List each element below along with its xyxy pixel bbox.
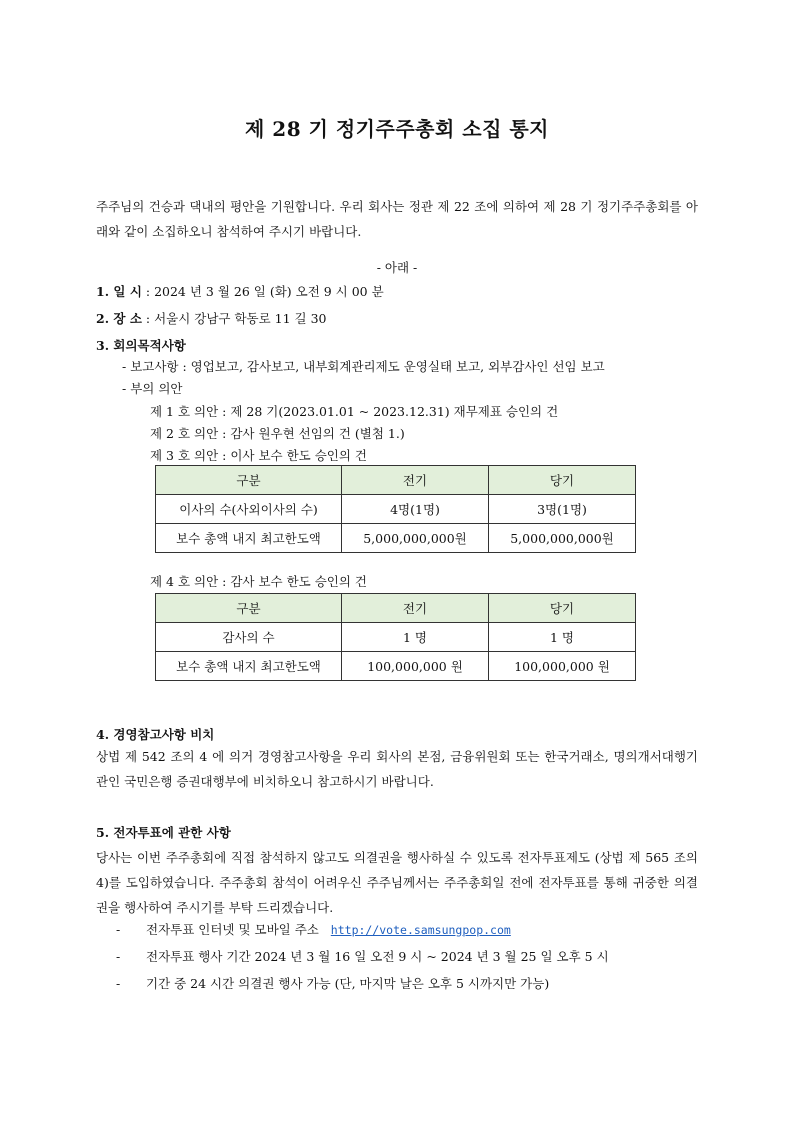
table-cell: 4명(1명) bbox=[342, 495, 489, 524]
evote-item-text: 전자투표 행사 기간 2024 년 3 월 16 일 오전 9 시 ~ 2024 년 3 월 25 일 오후 5 시 bbox=[146, 949, 609, 964]
section-1-value: 2024 년 3 월 26 일 (화) 오전 9 시 00 분 bbox=[154, 284, 384, 299]
section-4-label: 4. 경영참고사항 비치 bbox=[96, 727, 215, 742]
table-cell: 이사의 수(사외이사의 수) bbox=[156, 495, 342, 524]
evote-item-text: 기간 중 24 시간 의결권 행사 가능 (단, 마지막 날은 오후 5 시까지만 가능) bbox=[146, 976, 550, 991]
below-marker: - 아래 - bbox=[376, 260, 418, 275]
table-cell: 5,000,000,000원 bbox=[489, 524, 636, 553]
section-3-label: 3. 회의목적사항 bbox=[96, 338, 186, 353]
evote-item-text: 전자투표 인터넷 및 모바일 주소 bbox=[146, 922, 319, 937]
table-header-row bbox=[156, 466, 636, 495]
table-header-cell: 당기 bbox=[489, 466, 636, 495]
agenda-2: 제 2 호 의안 : 감사 원우현 선임의 건 (별첨 1.) bbox=[150, 426, 405, 441]
table-row bbox=[156, 652, 636, 681]
table-cell: 5,000,000,000원 bbox=[342, 524, 489, 553]
section-1-label: 1. 일 시 bbox=[96, 284, 142, 299]
table-row bbox=[156, 623, 636, 652]
auditor-pay-table bbox=[155, 593, 636, 681]
dash-bullet: - bbox=[116, 922, 121, 937]
evote-item-hours bbox=[116, 974, 549, 992]
intro-paragraph: 주주님의 건승과 댁내의 평안을 기원합니다. 우리 회사는 정관 제 22 조에 의하여 제 28 기 정기주주총회를 아래와 같이 소집하오니 참석하여 주시기 바랍니다. bbox=[96, 199, 698, 239]
table-header-cell: 구분 bbox=[156, 594, 342, 623]
table-header-cell: 전기 bbox=[342, 594, 489, 623]
table-cell: 100,000,000 원 bbox=[489, 652, 636, 681]
table-cell: 3명(1명) bbox=[489, 495, 636, 524]
table-row bbox=[156, 495, 636, 524]
section-5-text: 당사는 이번 주주총회에 직접 참석하지 않고도 의결권을 행사하실 수 있도록 전자투표제도 (상법 제 565 조의 4)를 도입하였습니다. 주주총회 참석이 어려우신 주주님께서는 주주총회일 전에 전자투표를 통해 귀중한 의결권을 행사하여 주시기를 부탁 드리겠습니다. bbox=[96, 850, 698, 915]
table-header-cell: 당기 bbox=[489, 594, 636, 623]
table-header-cell: 전기 bbox=[342, 466, 489, 495]
agenda-4: 제 4 호 의안 : 감사 보수 한도 승인의 건 bbox=[150, 574, 367, 589]
table-cell: 1 명 bbox=[489, 623, 636, 652]
table-cell: 100,000,000 원 bbox=[342, 652, 489, 681]
document-title: 제 28 기 정기주주총회 소집 통지 bbox=[245, 117, 549, 141]
table-cell: 감사의 수 bbox=[156, 623, 342, 652]
section-5-label: 5. 전자투표에 관한 사항 bbox=[96, 825, 231, 840]
evote-item-period bbox=[116, 947, 609, 965]
dash-bullet: - bbox=[116, 976, 121, 991]
section-1-sep: : bbox=[141, 284, 155, 299]
director-pay-table bbox=[155, 465, 636, 553]
table-cell: 보수 총액 내지 최고한도액 bbox=[156, 652, 342, 681]
agenda-3: 제 3 호 의안 : 이사 보수 한도 승인의 건 bbox=[150, 448, 367, 463]
section-4-text: 상법 제 542 조의 4 에 의거 경영참고사항을 우리 회사의 본점, 금융위원회 또는 한국거래소, 명의개서대행기관인 국민은행 증권대행부에 비치하오니 참고하시기 바랍니다. bbox=[96, 749, 698, 789]
dash-bullet: - bbox=[116, 949, 121, 964]
section-2-sep: : bbox=[141, 311, 155, 326]
table-header-row bbox=[156, 594, 636, 623]
table-cell: 보수 총액 내지 최고한도액 bbox=[156, 524, 342, 553]
evote-item-address bbox=[116, 920, 511, 938]
report-items: - 보고사항 : 영업보고, 감사보고, 내부회계관리제도 운영실태 보고, 외부감사인 선임 보고 bbox=[122, 359, 605, 374]
section-2-label: 2. 장 소 bbox=[96, 311, 142, 326]
resolution-heading: - 부의 의안 bbox=[122, 381, 183, 396]
table-row bbox=[156, 524, 636, 553]
section-2-value: 서울시 강남구 학동로 11 길 30 bbox=[154, 311, 327, 326]
section-2-place bbox=[96, 309, 327, 327]
table-cell: 1 명 bbox=[342, 623, 489, 652]
section-1-datetime bbox=[96, 282, 384, 300]
table-header-cell: 구분 bbox=[156, 466, 342, 495]
evote-link[interactable]: http://vote.samsungpop.com bbox=[330, 923, 511, 937]
agenda-1: 제 1 호 의안 : 제 28 기(2023.01.01 ~ 2023.12.31) 재무제표 승인의 건 bbox=[150, 404, 559, 419]
